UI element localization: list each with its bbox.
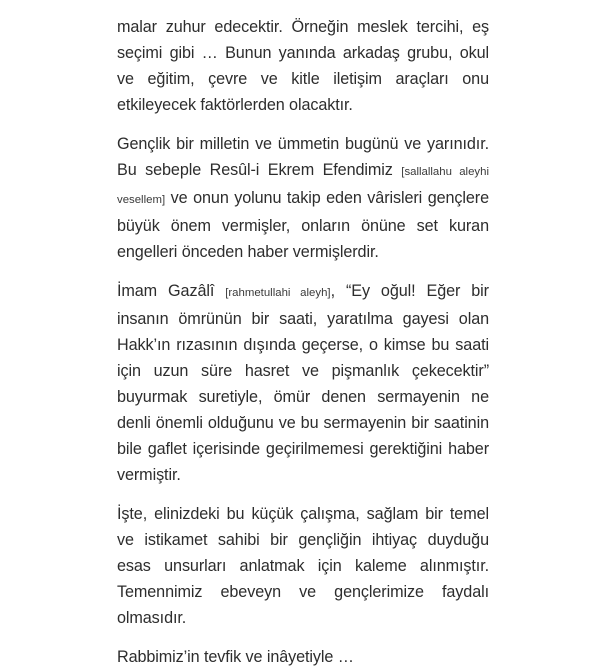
honorific-sallallahu-aleyhi-vesellem: [sallallahu aleyhi vesellem] — [117, 166, 489, 206]
paragraph-2-text-after-honorific: ve onun yolunu takip eden vârisleri gençlere büyük önem vermişler, onların önüne set kuran engelleri önceden haber vermişlerdir. — [117, 189, 489, 261]
paragraph-3-text-before-honorific: İmam Gazâlî — [117, 282, 226, 300]
honorific-rahmetullahi-aleyh: [rahmetullahi aleyh] — [225, 287, 331, 299]
paragraph-1-text: malar zuhur edecektir. Örneğin meslek tercihi, eş seçimi gibi … Bunun yanında arkadaş grubu, okul ve eğitim, çevre ve kitle iletişim araçları onu etkileyecek faktörlerden olacaktır. — [117, 18, 489, 114]
paragraph-5-closing — [117, 644, 489, 670]
paragraph-5-text: Rabbimiz’in tevfik ve inâyetiyle … — [117, 648, 354, 666]
paragraph-1 — [117, 14, 489, 118]
body-text-column — [117, 14, 489, 670]
paragraph-3 — [117, 278, 489, 488]
paragraph-4 — [117, 501, 489, 631]
paragraph-2-text-before-honorific: Gençlik bir milletin ve ümmetin bugünü ve yarınıdır. Bu sebeple Resûl-i Ekrem Efendimiz — [117, 135, 489, 179]
paragraph-2 — [117, 131, 489, 265]
paragraph-4-text: İşte, elinizdeki bu küçük çalışma, sağlam bir temel ve istikamet sahibi bir gençliğin ihtiyaç duyduğu esas unsurları anlatmak için kaleme alınmıştır. Temennimiz ebeveyn ve gençlerimize faydalı olmasıdır. — [117, 505, 489, 627]
paragraph-3-quotation-text: , “Ey oğul! Eğer bir insanın ömrünün bir saati, yaratılma gayesi olan Hakk’ın rızasının dışında geçerse, o kimse bu saati için uzun süre hasret ve pişmanlık çekecektir” buyurmak suretiyle, ömür denen sermayenin ne denli önemli olduğunu ve bu sermayenin bir saatinin bile gaflet içerisinde geçirilmemesi gerektiğini haber vermiştir. — [117, 282, 489, 484]
